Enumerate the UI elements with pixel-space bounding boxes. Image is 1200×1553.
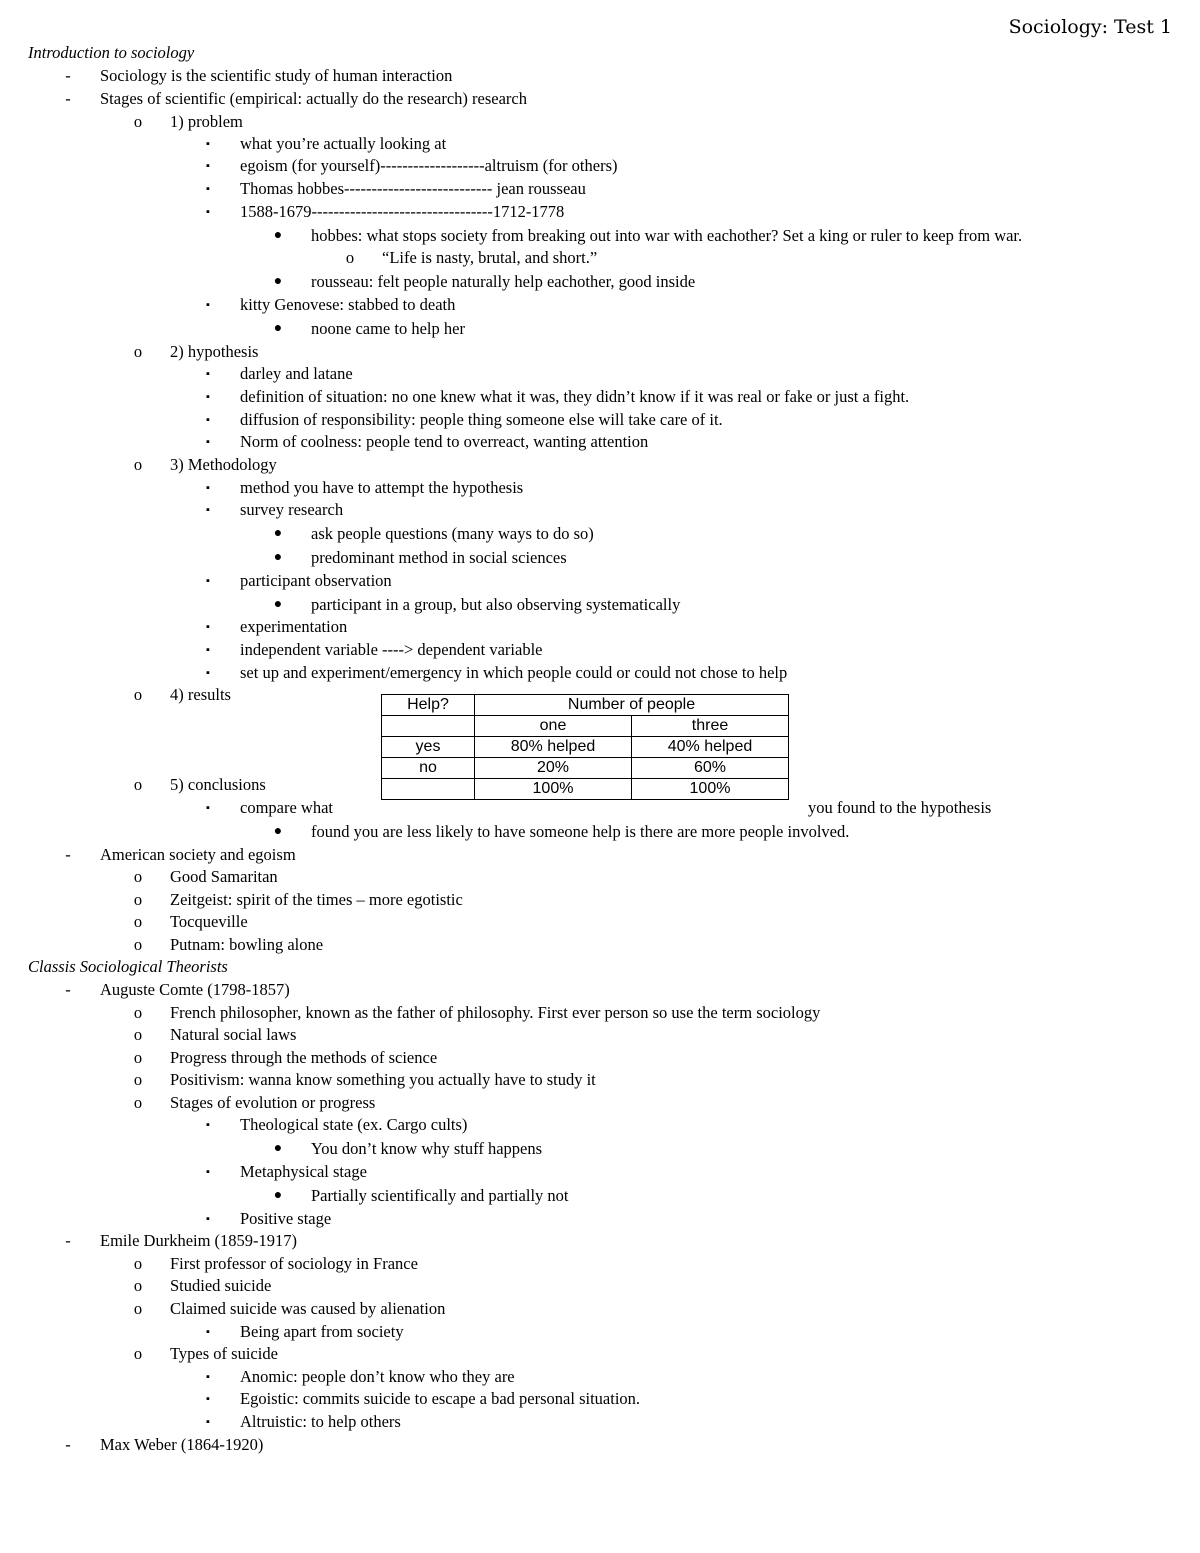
list-item: 5) conclusions xyxy=(170,775,266,794)
list-item: Claimed suicide was caused by alienation xyxy=(170,1299,446,1318)
square-bullet-icon: ▪ xyxy=(206,1326,210,1338)
circle-marker: o xyxy=(133,775,143,794)
table-row xyxy=(382,737,789,758)
circle-marker: o xyxy=(133,1093,143,1112)
list-item-continuation: you found to the hypothesis xyxy=(808,798,992,817)
table-cell: 40% helped xyxy=(632,737,789,758)
circle-marker: o xyxy=(133,912,143,931)
list-item: participant in a group, but also observing systematically xyxy=(311,595,681,614)
list-item: Stages of scientific (empirical: actually do the research) research xyxy=(100,89,527,108)
round-bullet-icon: ● xyxy=(273,321,283,336)
list-item: Metaphysical stage xyxy=(240,1162,367,1181)
table-cell: 100% xyxy=(475,779,632,800)
square-bullet-icon: ▪ xyxy=(206,436,210,448)
results-table xyxy=(381,694,789,800)
list-item: definition of situation: no one knew what it was, they didn’t know if it was real or fake or just a fight. xyxy=(240,387,910,406)
circle-marker: o xyxy=(133,1025,143,1044)
square-bullet-icon: ▪ xyxy=(206,206,210,218)
list-item: Altruistic: to help others xyxy=(240,1412,401,1431)
list-item: diffusion of responsibility: people thing someone else will take care of it. xyxy=(240,410,723,429)
list-item: First professor of sociology in France xyxy=(170,1254,418,1273)
square-bullet-icon: ▪ xyxy=(206,138,210,150)
list-item: participant observation xyxy=(240,571,392,590)
list-item: compare what xyxy=(240,798,333,817)
table-subheader-row xyxy=(382,716,789,737)
list-item: You don’t know why stuff happens xyxy=(311,1139,543,1158)
round-bullet-icon: ● xyxy=(273,1188,283,1203)
round-bullet-icon: ● xyxy=(273,824,283,839)
round-bullet-icon: ● xyxy=(273,1141,283,1156)
table-cell xyxy=(382,716,475,737)
list-item: Norm of coolness: people tend to overreact, wanting attention xyxy=(240,432,649,451)
square-bullet-icon: ▪ xyxy=(206,1371,210,1383)
list-item: darley and latane xyxy=(240,364,353,383)
square-bullet-icon: ▪ xyxy=(206,1416,210,1428)
list-item: Max Weber (1864-1920) xyxy=(100,1435,264,1454)
list-item: noone came to help her xyxy=(311,319,465,338)
list-item: egoism (for yourself)-------------------altruism (for others) xyxy=(240,156,618,175)
square-bullet-icon: ▪ xyxy=(206,802,210,814)
circle-marker: o xyxy=(133,935,143,954)
list-item: Good Samaritan xyxy=(170,867,278,886)
list-item: Partially scientifically and partially not xyxy=(311,1186,569,1205)
circle-marker: o xyxy=(133,1048,143,1067)
list-item: method you have to attempt the hypothesis xyxy=(240,478,524,497)
circle-marker: o xyxy=(133,1276,143,1295)
circle-marker: o xyxy=(133,867,143,886)
section-heading-classic: Classis Sociological Theorists xyxy=(28,957,228,976)
dash-marker: - xyxy=(65,845,71,864)
square-bullet-icon: ▪ xyxy=(206,667,210,679)
list-item: survey research xyxy=(240,500,344,519)
circle-marker: o xyxy=(133,890,143,909)
table-row xyxy=(382,758,789,779)
list-item: Tocqueville xyxy=(170,912,248,931)
round-bullet-icon: ● xyxy=(273,597,283,612)
list-item: “Life is nasty, brutal, and short.” xyxy=(382,248,598,267)
circle-marker: o xyxy=(133,112,143,131)
table-subheader-three: three xyxy=(632,716,789,737)
list-item: French philosopher, known as the father of philosophy. First ever person so use the term sociology xyxy=(170,1003,821,1022)
square-bullet-icon: ▪ xyxy=(206,504,210,516)
round-bullet-icon: ● xyxy=(273,550,283,565)
list-item: Egoistic: commits suicide to escape a bad personal situation. xyxy=(240,1389,641,1408)
square-bullet-icon: ▪ xyxy=(206,391,210,403)
list-item: 2) hypothesis xyxy=(170,342,259,361)
list-item: Thomas hobbes--------------------------- jean rousseau xyxy=(240,179,586,198)
square-bullet-icon: ▪ xyxy=(206,1213,210,1225)
circle-marker: o xyxy=(133,1344,143,1363)
square-bullet-icon: ▪ xyxy=(206,299,210,311)
section-heading-intro: Introduction to sociology xyxy=(28,43,195,62)
dash-marker: - xyxy=(65,89,71,108)
round-bullet-icon: ● xyxy=(273,228,283,243)
list-item: Anomic: people don’t know who they are xyxy=(240,1367,515,1386)
list-item: Studied suicide xyxy=(170,1276,272,1295)
square-bullet-icon: ▪ xyxy=(206,621,210,633)
circle-marker: o xyxy=(133,1003,143,1022)
table-cell xyxy=(382,779,475,800)
circle-marker: o xyxy=(133,1299,143,1318)
list-item: 4) results xyxy=(170,685,231,704)
table-header-row xyxy=(382,695,789,716)
circle-marker: o xyxy=(133,455,143,474)
list-item: 1) problem xyxy=(170,112,243,131)
round-bullet-icon: ● xyxy=(273,274,283,289)
circle-marker: o xyxy=(345,248,355,267)
list-item: Emile Durkheim (1859-1917) xyxy=(100,1231,298,1250)
list-item: Zeitgeist: spirit of the times – more egotistic xyxy=(170,890,463,909)
round-bullet-icon: ● xyxy=(273,526,283,541)
square-bullet-icon: ▪ xyxy=(206,644,210,656)
table-cell: 60% xyxy=(632,758,789,779)
list-item: found you are less likely to have someone help is there are more people involved. xyxy=(311,822,850,841)
square-bullet-icon: ▪ xyxy=(206,575,210,587)
list-item: ask people questions (many ways to do so) xyxy=(311,524,594,543)
list-item: hobbes: what stops society from breaking out into war with eachother? Set a king or ruler to keep from war. xyxy=(311,226,1023,245)
list-item: 1588-1679---------------------------------1712-1778 xyxy=(240,202,565,221)
list-item: Putnam: bowling alone xyxy=(170,935,324,954)
table-cell: 20% xyxy=(475,758,632,779)
list-item: Auguste Comte (1798-1857) xyxy=(100,980,290,999)
dash-marker: - xyxy=(65,1231,71,1250)
square-bullet-icon: ▪ xyxy=(206,1119,210,1131)
square-bullet-icon: ▪ xyxy=(206,183,210,195)
list-item: set up and experiment/emergency in which people could or could not chose to help xyxy=(240,663,788,682)
table-header-number: Number of people xyxy=(475,695,789,716)
table-cell: 100% xyxy=(632,779,789,800)
dash-marker: - xyxy=(65,980,71,999)
circle-marker: o xyxy=(133,685,143,704)
list-item: experimentation xyxy=(240,617,348,636)
square-bullet-icon: ▪ xyxy=(206,1393,210,1405)
dash-marker: - xyxy=(65,1435,71,1454)
list-item: independent variable ----> dependent variable xyxy=(240,640,543,659)
table-cell: 80% helped xyxy=(475,737,632,758)
dash-marker: - xyxy=(65,66,71,85)
table-header-help: Help? xyxy=(382,695,475,716)
square-bullet-icon: ▪ xyxy=(206,160,210,172)
list-item: Types of suicide xyxy=(170,1344,278,1363)
list-item: Theological state (ex. Cargo cults) xyxy=(240,1115,468,1134)
list-item: Positivism: wanna know something you actually have to study it xyxy=(170,1070,596,1089)
list-item: Natural social laws xyxy=(170,1025,297,1044)
list-item: Progress through the methods of science xyxy=(170,1048,438,1067)
square-bullet-icon: ▪ xyxy=(206,482,210,494)
circle-marker: o xyxy=(133,342,143,361)
list-item: what you’re actually looking at xyxy=(240,134,447,153)
list-item: Positive stage xyxy=(240,1209,332,1228)
list-item: Stages of evolution or progress xyxy=(170,1093,376,1112)
list-item: kitty Genovese: stabbed to death xyxy=(240,295,456,314)
list-item: Sociology is the scientific study of human interaction xyxy=(100,66,453,85)
square-bullet-icon: ▪ xyxy=(206,414,210,426)
table-row xyxy=(382,779,789,800)
page-title: Sociology: Test 1 xyxy=(1008,16,1172,38)
list-item: Being apart from society xyxy=(240,1322,404,1341)
list-item: American society and egoism xyxy=(100,845,296,864)
circle-marker: o xyxy=(133,1070,143,1089)
list-item: predominant method in social sciences xyxy=(311,548,567,567)
square-bullet-icon: ▪ xyxy=(206,368,210,380)
table-cell: yes xyxy=(382,737,475,758)
list-item: 3) Methodology xyxy=(170,455,277,474)
square-bullet-icon: ▪ xyxy=(206,1166,210,1178)
circle-marker: o xyxy=(133,1254,143,1273)
list-item: rousseau: felt people naturally help eachother, good inside xyxy=(311,272,696,291)
table-cell: no xyxy=(382,758,475,779)
table-subheader-one: one xyxy=(475,716,632,737)
